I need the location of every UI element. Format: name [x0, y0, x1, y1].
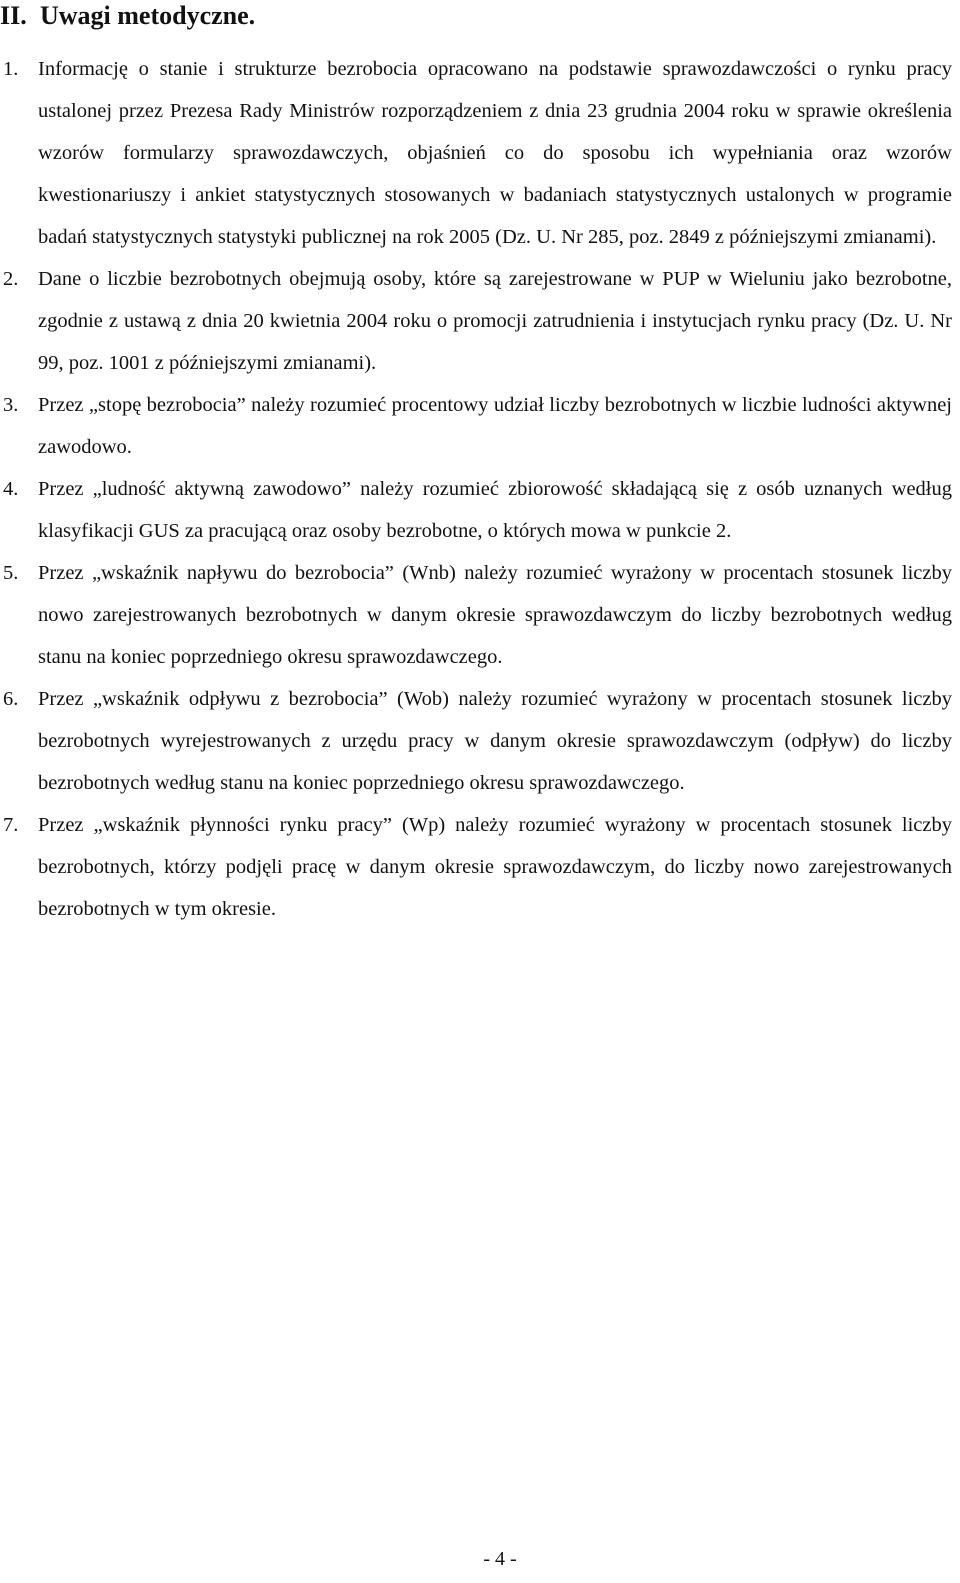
list-item-number: 5. — [3, 562, 19, 584]
list-item — [0, 804, 952, 930]
list-item — [0, 552, 952, 678]
list-item-number: 1. — [3, 58, 19, 80]
list-item-text: Przez „wskaźnik napływu do bezrobocia” (Wnb) należy rozumieć wyrażony w procentach stosunek liczby nowo zarejestrowanych bezrobotnych w danym okresie sprawozdawczym do liczby bezrobotnych według stanu na koniec poprzedniego okresu sprawozdawczego. — [38, 562, 952, 668]
list-item-text: Informację o stanie i strukturze bezrobocia opracowano na podstawie sprawozdawczości o rynku pracy ustalonej przez Prezesa Rady Ministrów rozporządzeniem z dnia 23 grudnia 2004 roku w sprawie określenia wzorów formularzy sprawozdawczych, objaśnień co do sposobu ich wypełniania oraz wzorów kwestionariuszy i ankiet statystycznych stosowanych w badaniach statystycznych ustalonych w programie badań statystycznych statystyki publicznej na rok 2005 (Dz. U. Nr 285, poz. 2849 z późniejszymi zmianami). — [38, 58, 952, 248]
section-title: Uwagi metodyczne. — [40, 1, 256, 30]
list-item — [0, 468, 952, 552]
list-item-number: 2. — [3, 268, 19, 290]
page-number: - 4 - — [483, 1548, 517, 1570]
list-item-text: Przez „wskaźnik płynności rynku pracy” (Wp) należy rozumieć wyrażony w procentach stosunek liczby bezrobotnych, którzy podjęli pracę w danym okresie sprawozdawczym, do liczby nowo zarejestrowanych bezrobotnych w tym okresie. — [38, 814, 952, 920]
list-item-number: 7. — [3, 814, 19, 836]
section-number: II. — [0, 1, 27, 30]
list-item — [0, 258, 952, 384]
page-footer — [0, 1547, 960, 1571]
methodology-notes-list — [0, 48, 952, 930]
list-item-number: 3. — [3, 394, 19, 416]
list-item — [0, 48, 952, 258]
list-item-text: Przez „wskaźnik odpływu z bezrobocia” (Wob) należy rozumieć wyrażony w procentach stosunek liczby bezrobotnych wyrejestrowanych z urzędu pracy w danym okresie sprawozdawczym (odpływ) do liczby bezrobotnych według stanu na koniec poprzedniego okresu sprawozdawczego. — [38, 688, 952, 794]
list-item-text: Dane o liczbie bezrobotnych obejmują osoby, które są zarejestrowane w PUP w Wieluniu jako bezrobotne, zgodnie z ustawą z dnia 20 kwietnia 2004 roku o promocji zatrudnienia i instytucjach rynku pracy (Dz. U. Nr 99, poz. 1001 z późniejszymi zmianami). — [38, 268, 952, 374]
list-item-text: Przez „ludność aktywną zawodowo” należy rozumieć zbiorowość składającą się z osób uznanych według klasyfikacji GUS za pracującą oraz osoby bezrobotne, o których mowa w punkcie 2. — [38, 478, 952, 542]
list-item — [0, 678, 952, 804]
section-heading — [0, 0, 255, 32]
list-item — [0, 384, 952, 468]
list-item-number: 6. — [3, 688, 19, 710]
list-item-number: 4. — [3, 478, 19, 500]
list-item-text: Przez „stopę bezrobocia” należy rozumieć procentowy udział liczby bezrobotnych w liczbie ludności aktywnej zawodowo. — [38, 394, 952, 458]
